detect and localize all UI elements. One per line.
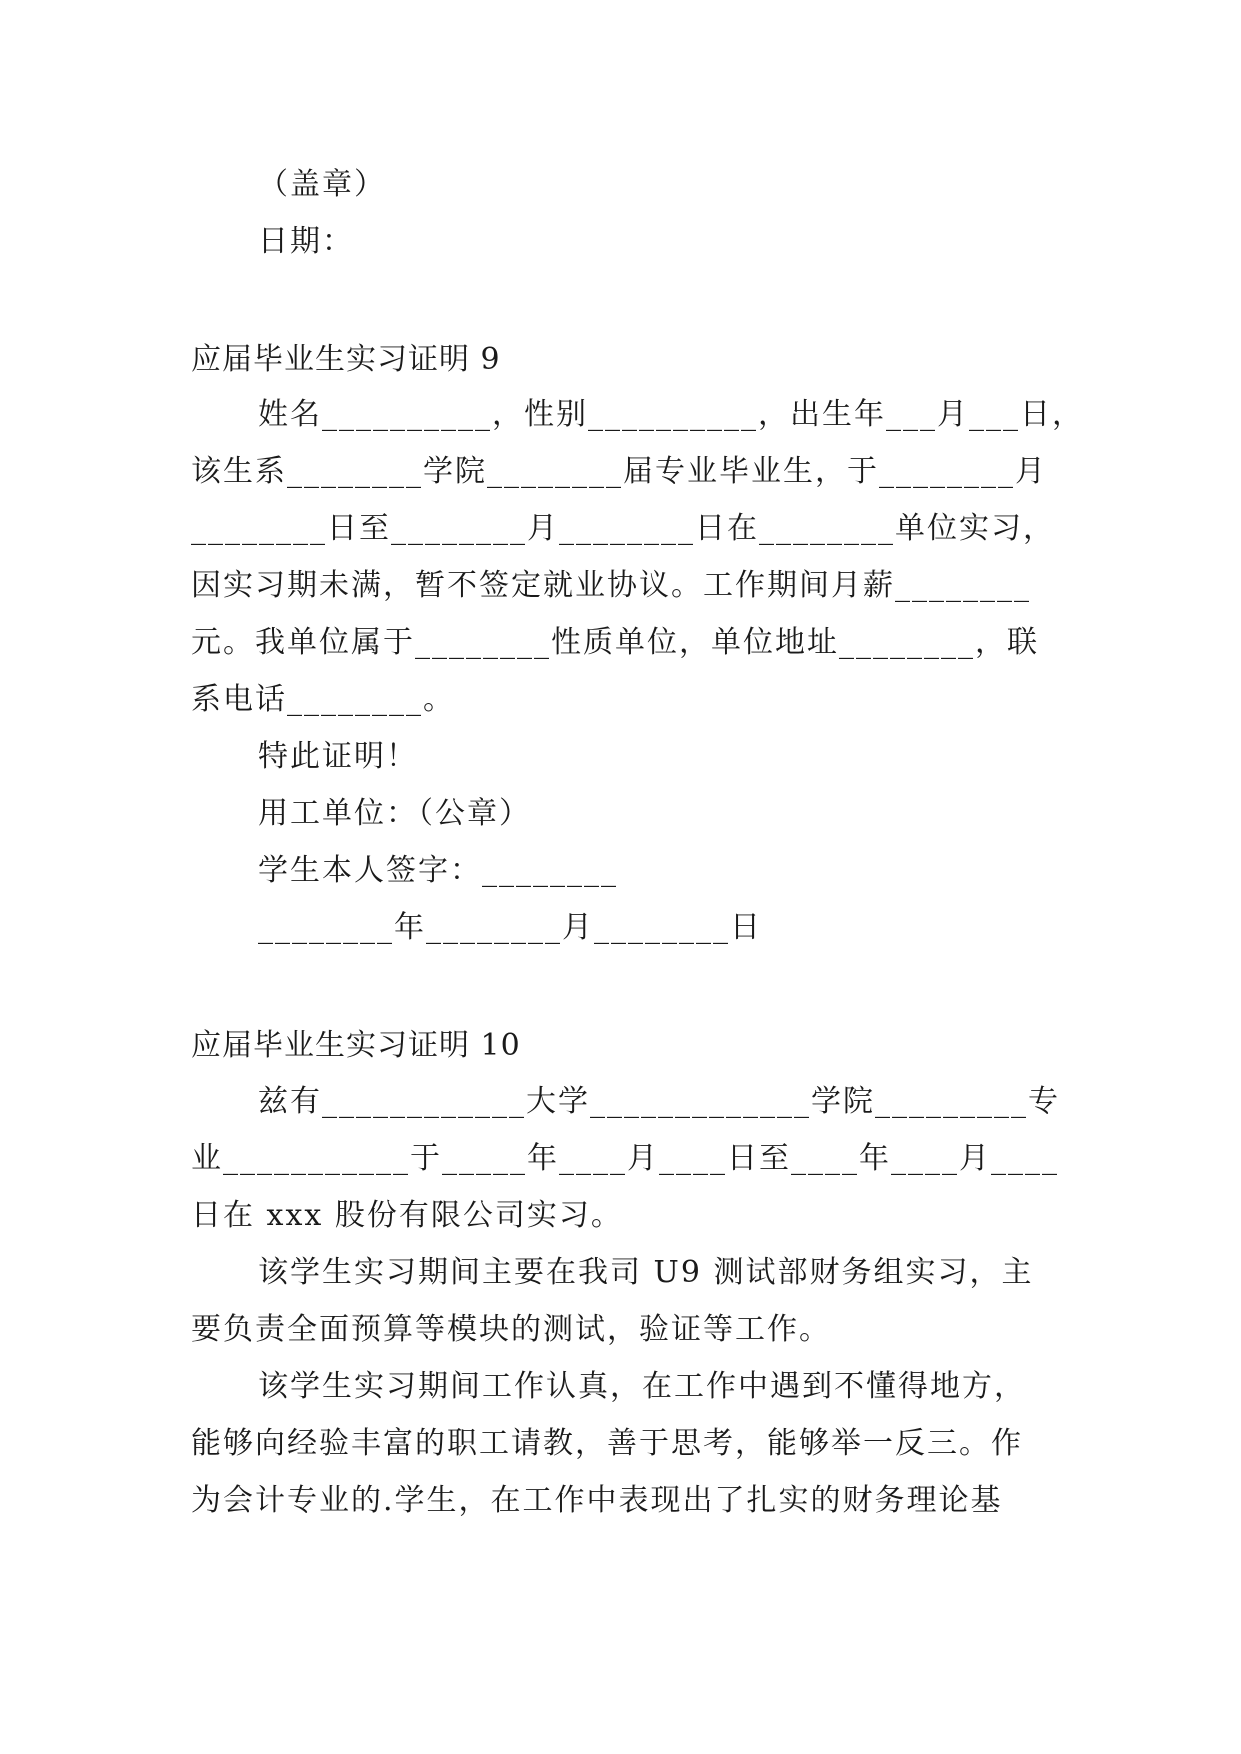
- section-10-title: 应届毕业生实习证明 10: [191, 1028, 521, 1063]
- section-10-p3-line-2: 能够向经验丰富的职工请教，善于思考，能够举一反三。作: [191, 1426, 1023, 1461]
- section-9-employer: 用工单位：（公章）: [258, 796, 531, 831]
- seal-note: （盖章）: [258, 167, 386, 202]
- section-9-student-signature: 学生本人签字：________: [258, 853, 618, 888]
- section-9-line-1: 姓名__________，性别__________，出生年___月___日，: [258, 397, 1084, 432]
- section-10-p1-line-2: 业___________于_____年____月____日至____年____月____: [191, 1141, 1059, 1176]
- section-9-title: 应届毕业生实习证明 9: [191, 342, 501, 377]
- section-9-line-4: 因实习期未满，暂不签定就业协议。工作期间月薪________: [191, 568, 1031, 603]
- section-9-line-5: 元。我单位属于________性质单位，单位地址________，联: [191, 625, 1039, 660]
- section-9-certify: 特此证明！: [258, 739, 418, 774]
- section-9-line-2: 该生系________学院________届专业毕业生，于________月: [191, 454, 1047, 489]
- date-label: 日期：: [258, 224, 354, 259]
- section-9-line-3: ________日至________月________日在________单位实习，: [191, 511, 1055, 546]
- section-9-date-line: ________年________月________日: [258, 910, 762, 945]
- section-10-p3-line-3: 为会计专业的.学生，在工作中表现出了扎实的财务理论基: [191, 1483, 1003, 1518]
- section-10-p2-line-1: 该学生实习期间主要在我司 U9 测试部财务组实习，主: [258, 1255, 1034, 1290]
- section-10-p3-line-1: 该学生实习期间工作认真，在工作中遇到不懂得地方，: [258, 1369, 1026, 1404]
- section-10-p1-line-3: 日在 xxx 股份有限公司实习。: [191, 1198, 623, 1233]
- section-10-p1-line-1: 兹有____________大学_____________学院_________专: [258, 1084, 1060, 1119]
- section-9-line-6: 系电话________。: [191, 682, 455, 717]
- section-10-p2-line-2: 要负责全面预算等模块的测试，验证等工作。: [191, 1312, 831, 1347]
